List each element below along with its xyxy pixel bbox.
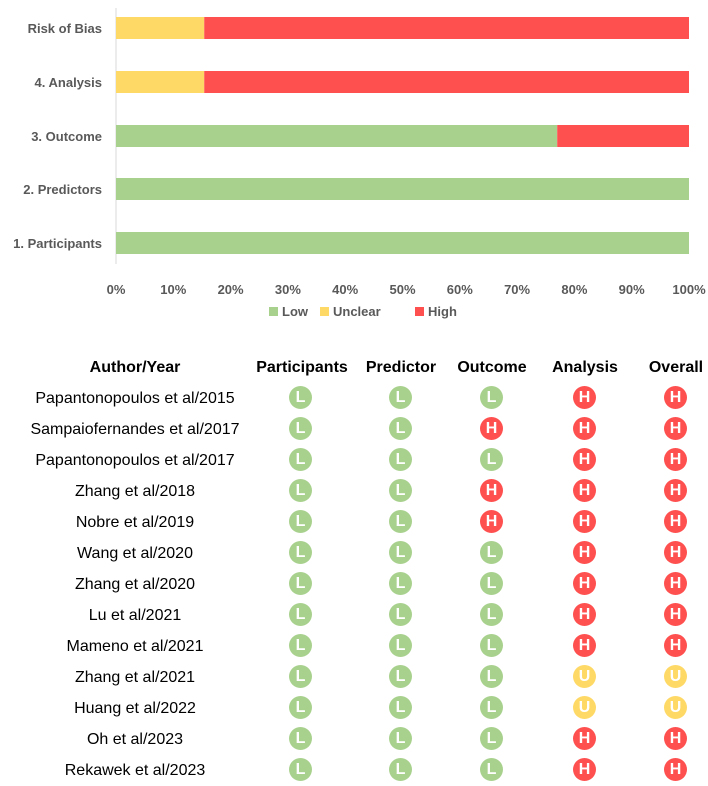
overall-rating-marker: H — [664, 386, 687, 409]
overall-rating-marker: H — [664, 448, 687, 471]
author-year-cell: Papantonopoulos et al/2015 — [35, 390, 235, 407]
x-tick-label: 20% — [217, 282, 244, 297]
predictor-rating-marker: L — [389, 479, 412, 502]
author-year-cell: Wang et al/2020 — [77, 545, 193, 562]
participants-rating-marker: L — [289, 665, 312, 688]
risk-of-bias-bar-chart — [0, 0, 708, 335]
author-year-cell: Oh et al/2023 — [86, 731, 184, 748]
participants-rating-marker: L — [289, 634, 312, 657]
table-row — [0, 538, 708, 569]
header-author-year: Author/Year — [89, 359, 181, 376]
participants-rating-marker: L — [289, 696, 312, 719]
author-year-cell: Nobre et al/2019 — [75, 514, 195, 531]
overall-rating-marker: H — [664, 758, 687, 781]
overall-rating-marker: H — [664, 572, 687, 595]
legend-label-low: Low — [282, 304, 308, 319]
analysis-rating-marker: U — [573, 696, 596, 719]
table-row — [0, 383, 708, 414]
analysis-rating-marker: H — [573, 479, 596, 502]
header-outcome: Outcome — [457, 359, 527, 376]
y-tick-label: 4. Analysis — [34, 75, 102, 90]
y-tick-label: 3. Outcome — [31, 129, 102, 144]
outcome-rating-marker: L — [480, 696, 503, 719]
predictor-rating-marker: L — [389, 665, 412, 688]
legend-label-high: High — [428, 304, 457, 319]
participants-rating-marker: L — [289, 758, 312, 781]
author-year-cell: Sampaiofernandes et al/2017 — [30, 421, 240, 438]
predictor-rating-marker: L — [389, 696, 412, 719]
x-tick-label: 90% — [618, 282, 645, 297]
table-row — [0, 724, 708, 755]
bar-high-1 — [204, 71, 689, 93]
participants-rating-marker: L — [289, 417, 312, 440]
x-tick-label: 100% — [672, 282, 706, 297]
table-row — [0, 662, 708, 693]
header-overall: Overall — [648, 359, 704, 376]
header-predictor: Predictor — [365, 359, 437, 376]
outcome-rating-marker: L — [480, 386, 503, 409]
bar-low-3 — [116, 178, 689, 200]
outcome-rating-marker: H — [480, 510, 503, 533]
predictor-rating-marker: L — [389, 603, 412, 626]
table-row — [0, 755, 708, 786]
analysis-rating-marker: H — [573, 448, 596, 471]
predictor-rating-marker: L — [389, 386, 412, 409]
overall-rating-marker: U — [664, 696, 687, 719]
x-tick-label: 0% — [106, 282, 126, 297]
x-tick-label: 30% — [274, 282, 301, 297]
author-year-cell: Papantonopoulos et al/2017 — [35, 452, 235, 469]
table-row — [0, 414, 708, 445]
bar-high-2 — [557, 125, 689, 147]
analysis-rating-marker: H — [573, 541, 596, 564]
y-tick-label: 2. Predictors — [23, 182, 102, 197]
analysis-rating-marker: H — [573, 572, 596, 595]
overall-rating-marker: U — [664, 665, 687, 688]
analysis-rating-marker: U — [573, 665, 596, 688]
x-tick-label: 10% — [160, 282, 187, 297]
analysis-rating-marker: H — [573, 758, 596, 781]
table-row — [0, 445, 708, 476]
legend-swatch-low — [269, 307, 278, 316]
predictor-rating-marker: L — [389, 510, 412, 533]
outcome-rating-marker: L — [480, 541, 503, 564]
participants-rating-marker: L — [289, 479, 312, 502]
table-row — [0, 476, 708, 507]
bar-unclear-1 — [116, 71, 204, 93]
predictor-rating-marker: L — [389, 727, 412, 750]
table-row — [0, 600, 708, 631]
participants-rating-marker: L — [289, 541, 312, 564]
table-row — [0, 507, 708, 538]
overall-rating-marker: H — [664, 417, 687, 440]
outcome-rating-marker: L — [480, 727, 503, 750]
predictor-rating-marker: L — [389, 541, 412, 564]
participants-rating-marker: L — [289, 603, 312, 626]
participants-rating-marker: L — [289, 448, 312, 471]
overall-rating-marker: H — [664, 541, 687, 564]
outcome-rating-marker: L — [480, 572, 503, 595]
x-tick-label: 60% — [446, 282, 473, 297]
outcome-rating-marker: H — [480, 417, 503, 440]
author-year-cell: Lu et al/2021 — [88, 607, 182, 624]
header-analysis: Analysis — [552, 359, 618, 376]
outcome-rating-marker: L — [480, 448, 503, 471]
analysis-rating-marker: H — [573, 417, 596, 440]
legend-swatch-unclear — [320, 307, 329, 316]
y-tick-label: 1. Participants — [13, 236, 102, 251]
outcome-rating-marker: L — [480, 758, 503, 781]
predictor-rating-marker: L — [389, 758, 412, 781]
table-row — [0, 569, 708, 600]
bar-low-2 — [116, 125, 557, 147]
overall-rating-marker: H — [664, 510, 687, 533]
outcome-rating-marker: L — [480, 603, 503, 626]
table-row — [0, 631, 708, 662]
outcome-rating-marker: L — [480, 634, 503, 657]
table-header-row — [0, 352, 708, 383]
participants-rating-marker: L — [289, 727, 312, 750]
x-tick-label: 80% — [561, 282, 588, 297]
bar-unclear-0 — [116, 17, 204, 39]
analysis-rating-marker: H — [573, 727, 596, 750]
predictor-rating-marker: L — [389, 417, 412, 440]
table-row — [0, 693, 708, 724]
outcome-rating-marker: H — [480, 479, 503, 502]
predictor-rating-marker: L — [389, 448, 412, 471]
overall-rating-marker: H — [664, 603, 687, 626]
analysis-rating-marker: H — [573, 386, 596, 409]
participants-rating-marker: L — [289, 386, 312, 409]
participants-rating-marker: L — [289, 510, 312, 533]
author-year-cell: Zhang et al/2021 — [74, 669, 196, 686]
legend-swatch-high — [415, 307, 424, 316]
author-year-cell: Rekawek et al/2023 — [64, 762, 206, 779]
overall-rating-marker: H — [664, 634, 687, 657]
author-year-cell: Huang et al/2022 — [74, 700, 196, 717]
x-tick-label: 50% — [389, 282, 416, 297]
overall-rating-marker: H — [664, 727, 687, 750]
y-tick-label: Risk of Bias — [27, 21, 102, 36]
bar-high-0 — [204, 17, 689, 39]
author-year-cell: Mameno et al/2021 — [66, 638, 204, 655]
predictor-rating-marker: L — [389, 634, 412, 657]
bar-low-4 — [116, 232, 689, 254]
x-tick-label: 70% — [504, 282, 531, 297]
analysis-rating-marker: H — [573, 634, 596, 657]
analysis-rating-marker: H — [573, 510, 596, 533]
x-tick-label: 40% — [332, 282, 359, 297]
participants-rating-marker: L — [289, 572, 312, 595]
overall-rating-marker: H — [664, 479, 687, 502]
analysis-rating-marker: H — [573, 603, 596, 626]
header-participants: Participants — [256, 359, 348, 376]
legend-label-unclear: Unclear — [333, 304, 381, 319]
author-year-cell: Zhang et al/2020 — [74, 576, 196, 593]
author-year-cell: Zhang et al/2018 — [74, 483, 196, 500]
predictor-rating-marker: L — [389, 572, 412, 595]
outcome-rating-marker: L — [480, 665, 503, 688]
